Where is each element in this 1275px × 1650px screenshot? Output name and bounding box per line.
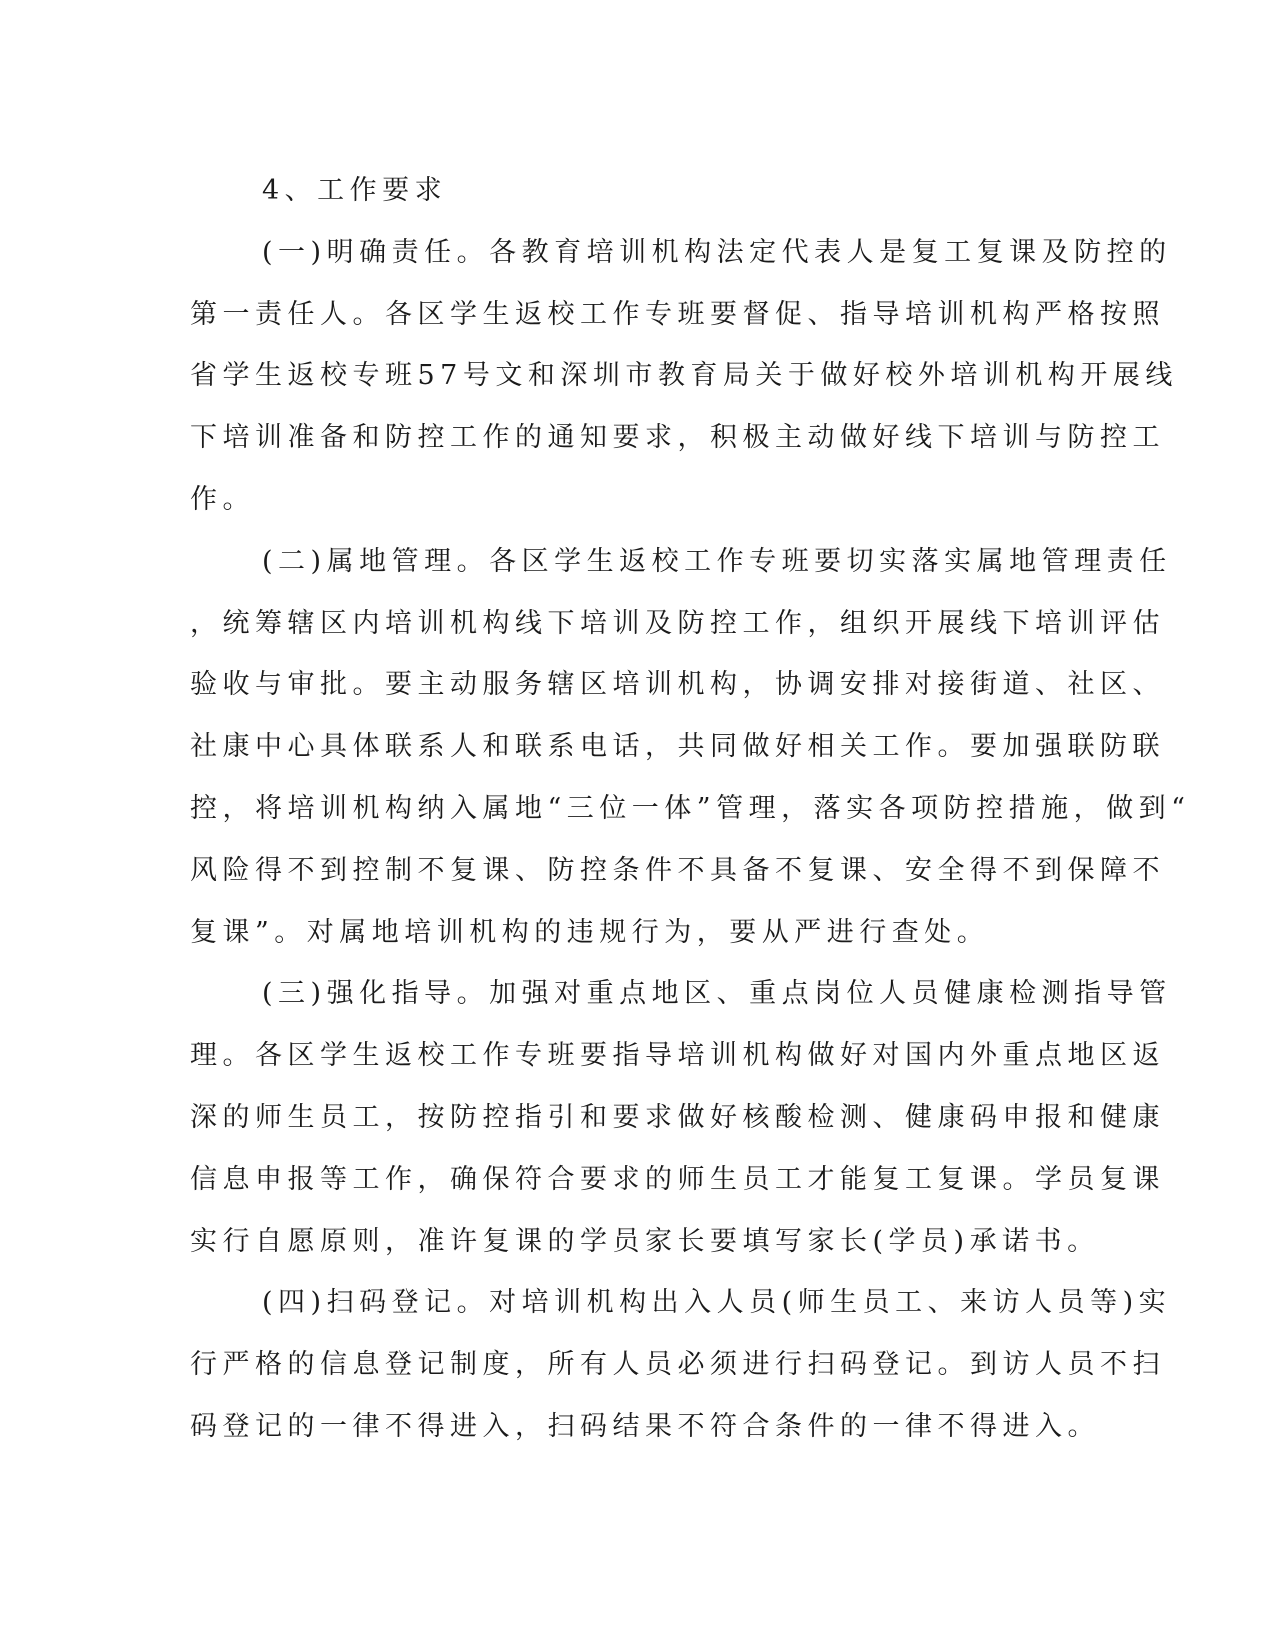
- paragraph-line: 实行自愿原则，准许复课的学员家长要填写家长(学员)承诺书。: [190, 1225, 1100, 1257]
- paragraph-line: 风险得不到控制不复课、防控条件不具备不复课、安全得不到保障不: [190, 854, 1165, 886]
- paragraph-scan-registration: [190, 1272, 1172, 1457]
- paragraph-line: (二)属地管理。各区学生返校工作专班要切实落实属地管理责任: [262, 545, 1172, 577]
- paragraph-line: ，统筹辖区内培训机构线下培训及防控工作，组织开展线下培训评估: [190, 607, 1165, 639]
- paragraph-line: (四)扫码登记。对培训机构出入人员(师生员工、来访人员等)实: [262, 1287, 1172, 1319]
- paragraph-line: 码登记的一律不得进入，扫码结果不符合条件的一律不得进入。: [190, 1410, 1100, 1442]
- paragraph-line: 复课”。对属地培训机构的违规行为，要从严进行查处。: [190, 916, 990, 948]
- section-heading: 4、工作要求: [262, 175, 448, 206]
- paragraph-line: 行严格的信息登记制度，所有人员必须进行扫码登记。到访人员不扫: [190, 1349, 1165, 1381]
- paragraph-territorial-management: [190, 531, 1191, 964]
- paragraph-line: (一)明确责任。各教育培训机构法定代表人是复工复课及防控的: [262, 236, 1172, 268]
- paragraph-line: 省学生返校专班57号文和深圳市教育局关于做好校外培训机构开展线: [190, 360, 1178, 392]
- paragraph-line: 第一责任人。各区学生返校工作专班要督促、指导培训机构严格按照: [190, 298, 1165, 330]
- paragraph-line: 理。各区学生返校工作专班要指导培训机构做好对国内外重点地区返: [190, 1040, 1165, 1072]
- paragraph-line: 深的师生员工，按防控指引和要求做好核酸检测、健康码申报和健康: [190, 1101, 1165, 1133]
- paragraph-line: 下培训准备和防控工作的通知要求，积极主动做好线下培训与防控工: [190, 422, 1165, 454]
- paragraph-responsibility: [190, 222, 1178, 531]
- document-body: [190, 160, 1191, 1458]
- paragraph-line: (三)强化指导。加强对重点地区、重点岗位人员健康检测指导管: [262, 978, 1172, 1010]
- paragraph-line: 验收与审批。要主动服务辖区培训机构，协调安排对接街道、社区、: [190, 669, 1165, 701]
- paragraph-line: 社康中心具体联系人和联系电话，共同做好相关工作。要加强联防联: [190, 731, 1165, 763]
- paragraph-line: 信息申报等工作，确保符合要求的师生员工才能复工复课。学员复课: [190, 1163, 1165, 1195]
- paragraph-line: 作。: [190, 483, 255, 515]
- paragraph-line: 控，将培训机构纳入属地“三位一体”管理，落实各项防控措施，做到“: [190, 792, 1191, 824]
- paragraph-guidance: [190, 963, 1172, 1272]
